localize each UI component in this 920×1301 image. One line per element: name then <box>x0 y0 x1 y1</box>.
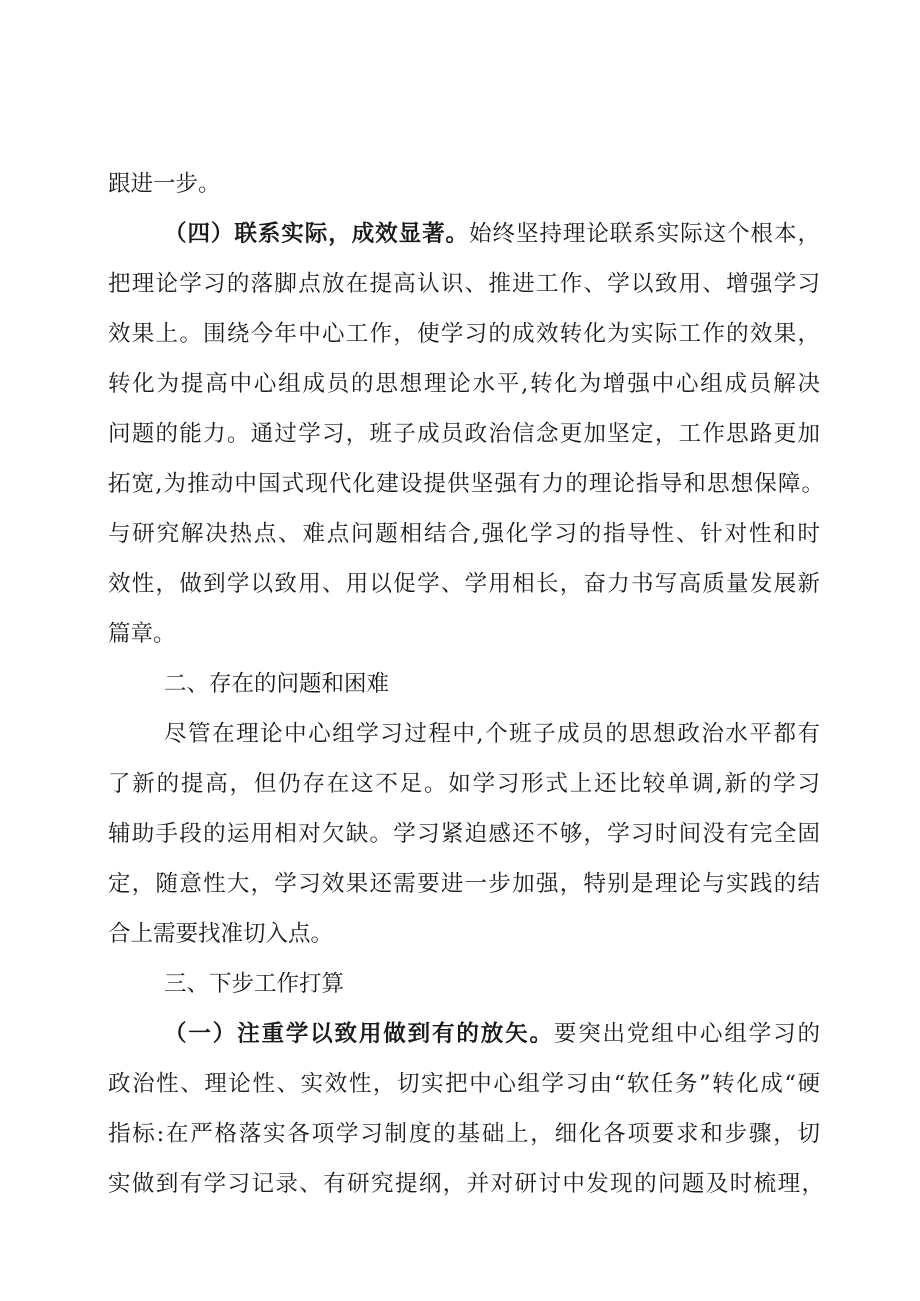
section-subtitle: （一）注重学以致用做到有的放矢。 <box>164 1021 554 1047</box>
paragraph-line: 篇章。 <box>108 621 176 647</box>
paragraph-line: 把理论学习的落脚点放在提高认识、推进工作、学以致用、增强学习 <box>108 271 820 297</box>
section-heading: 二、存在的问题和困难 <box>164 671 390 697</box>
paragraph-line: 效果上。围绕今年中心工作，使学习的成效转化为实际工作的效果， <box>108 321 820 347</box>
paragraph-first-line <box>164 214 820 254</box>
paragraph-continuation: 跟进一步。 <box>108 171 221 197</box>
paragraph-line: 拓宽,为推动中国式现代化建设提供坚强有力的理论指导和思想保障。 <box>108 471 824 497</box>
paragraph-first-line: 尽管在理论中心组学习过程中,个班子成员的思想政治水平都有 <box>164 721 820 747</box>
paragraph-line: 实做到有学习记录、有研究提纲，并对研讨中发现的问题及时梳理， <box>108 1171 824 1197</box>
paragraph-line: 合上需要找准切入点。 <box>108 921 334 947</box>
paragraph-line: 指标:在严格落实各项学习制度的基础上，细化各项要求和步骤，切 <box>108 1121 820 1147</box>
paragraph-text: 要突出党组中心组学习的 <box>553 1021 820 1047</box>
paragraph-text: 始终坚持理论联系实际这个根本， <box>469 221 820 247</box>
paragraph-line: 政治性、理论性、实效性，切实把中心组学习由“软任务”转化成“硬 <box>108 1071 820 1097</box>
paragraph-line: 辅助手段的运用相对欠缺。学习紧迫感还不够，学习时间没有完全固 <box>108 821 820 847</box>
paragraph-line: 了新的提高，但仍存在这不足。如学习形式上还比较单调,新的学习 <box>108 771 820 797</box>
paragraph-line: 效性，做到学以致用、用以促学、学用相长，奋力书写高质量发展新 <box>108 571 820 597</box>
paragraph-line: 与研究解决热点、难点问题相结合,强化学习的指导性、针对性和时 <box>108 521 820 547</box>
section-subtitle: （四）联系实际，成效显著。 <box>164 221 470 247</box>
paragraph-line: 定，随意性大，学习效果还需要进一步加强，特别是理论与实践的结 <box>108 871 820 897</box>
paragraph-line: 问题的能力。通过学习，班子成员政治信念更加坚定，工作思路更加 <box>108 421 820 447</box>
section-heading: 三、下步工作打算 <box>164 971 345 997</box>
paragraph-line: 转化为提高中心组成员的思想理论水平,转化为增强中心组成员解决 <box>108 371 820 397</box>
paragraph-first-line <box>164 1014 820 1054</box>
